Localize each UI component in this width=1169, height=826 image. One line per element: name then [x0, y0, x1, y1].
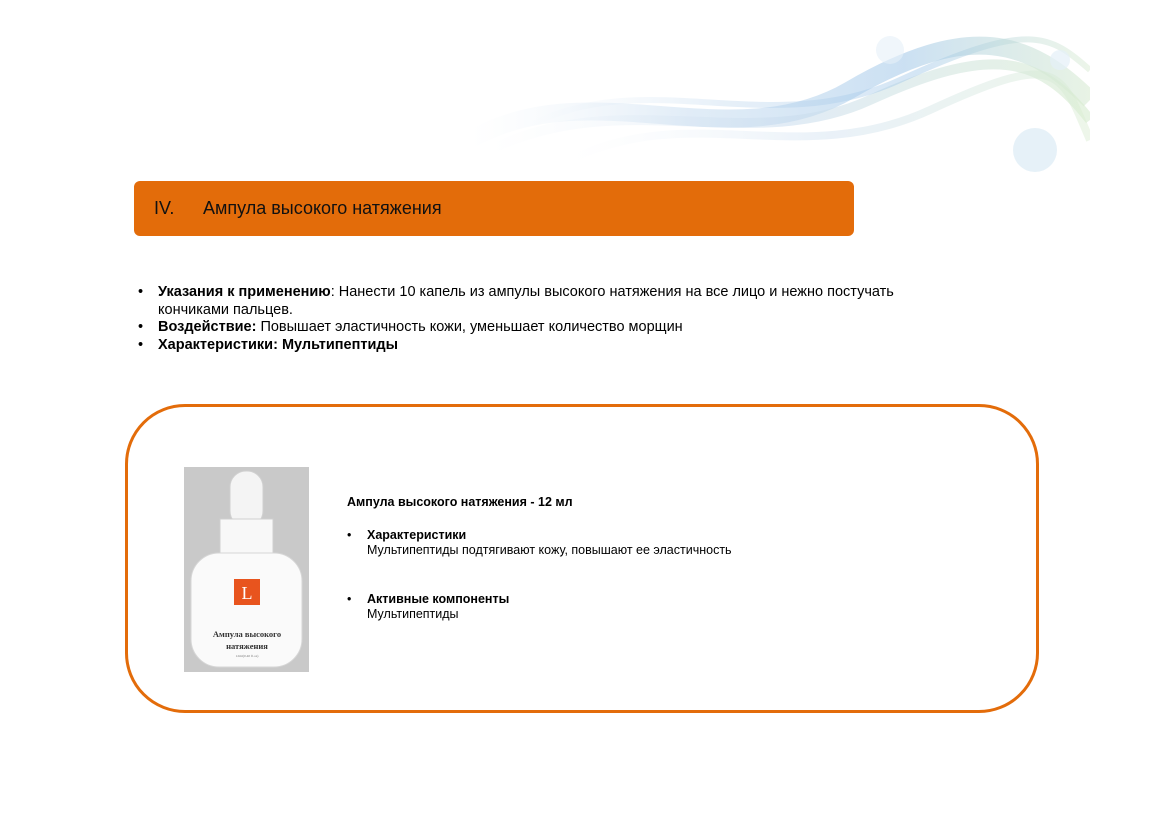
list-item-characteristics	[138, 337, 958, 355]
usage-text-line2: кончиками пальцев.	[158, 301, 293, 318]
features-heading: Характеристики	[367, 528, 467, 542]
bottle-label-volume: 12ml(0.40 fl.oz)	[235, 654, 259, 658]
list-item-effect	[138, 319, 958, 337]
section-header-bar	[134, 181, 854, 236]
info-bullet-list	[138, 284, 958, 354]
section-title: Ампула высокого натяжения	[203, 198, 442, 218]
usage-label: Указания к применению	[158, 284, 331, 300]
product-bottle-image	[184, 467, 309, 672]
bullet-dot: •	[138, 336, 144, 353]
components-heading: Активные компоненты	[367, 592, 510, 606]
bullet-dot: •	[138, 319, 144, 335]
bullet-dot: •	[347, 592, 352, 606]
list-item-components	[347, 592, 732, 622]
list-item-features	[347, 528, 732, 558]
decorative-wave	[470, 30, 1090, 180]
components-text: Мультипептиды	[367, 607, 459, 621]
brand-logo-letter: L	[241, 583, 253, 603]
features-text: Мультипептиды подтягивают кожу, повышают ее эластичность	[367, 543, 732, 557]
bullet-dot: •	[347, 528, 352, 542]
bottle-label-line2: натяжения	[226, 641, 268, 651]
list-item-usage	[138, 284, 958, 319]
usage-separator: :	[330, 284, 335, 300]
section-number: IV.	[154, 198, 175, 218]
characteristics-label: Характеристики: Мультипептиды	[158, 336, 398, 353]
effect-label: Воздействие:	[158, 319, 257, 335]
product-info	[347, 495, 732, 622]
usage-text: Нанести 10 капель из ампулы высокого натяжения на все лицо и нежно постучать	[334, 284, 894, 300]
bottle-label-line1: Ампула высокого	[212, 629, 282, 639]
effect-text: Повышает эластичность кожи, уменьшает количество морщин	[256, 319, 683, 335]
product-title: Ампула высокого натяжения - 12 мл	[347, 495, 573, 509]
bullet-dot: •	[138, 284, 144, 300]
